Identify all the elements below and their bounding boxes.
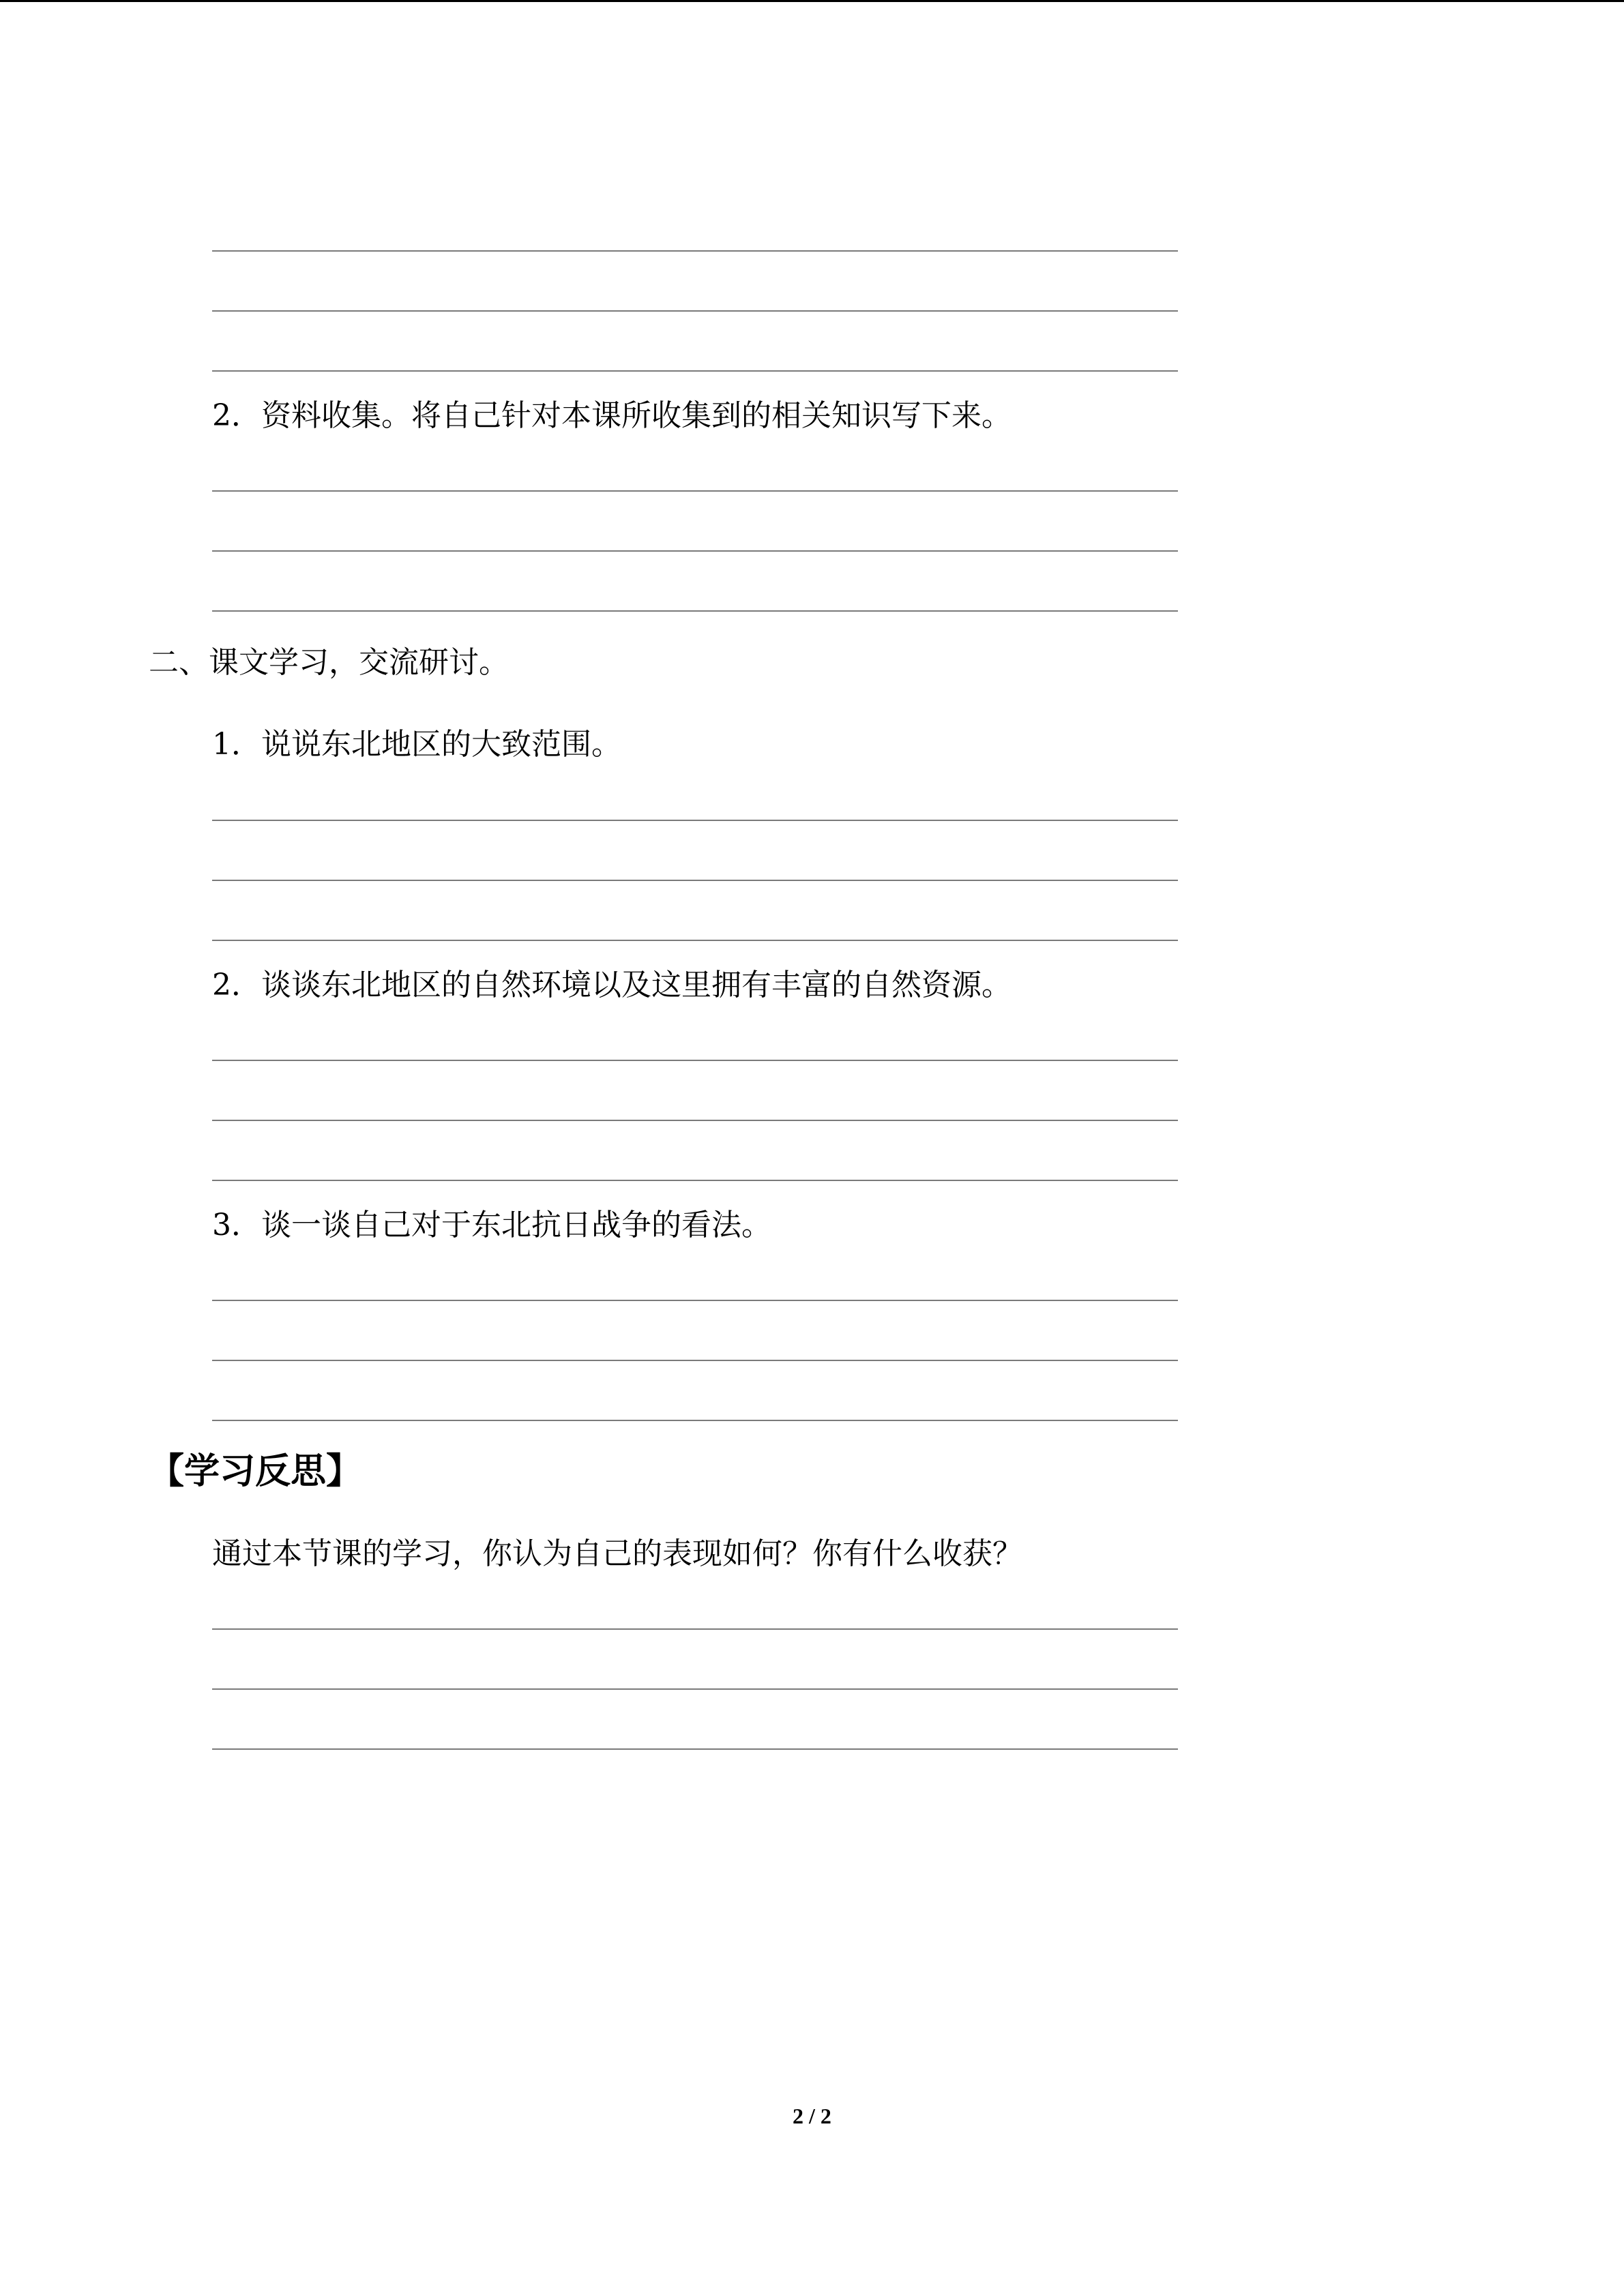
answer-line[interactable] (212, 1060, 1178, 1061)
answer-line[interactable] (212, 1688, 1178, 1690)
answer-line[interactable] (212, 550, 1178, 552)
question-northeast-range: 1．说说东北地区的大致范围。 (212, 727, 621, 762)
section-title-text-study: 二、课文学习，交流研讨。 (149, 645, 509, 680)
answer-line[interactable] (212, 610, 1178, 612)
answer-line[interactable] (212, 1360, 1178, 1361)
page-number: 2 / 2 (793, 2104, 831, 2128)
page-top-border (0, 0, 1624, 2)
answer-line[interactable] (212, 1300, 1178, 1301)
answer-line[interactable] (212, 880, 1178, 881)
answer-line[interactable] (212, 940, 1178, 941)
answer-line[interactable] (212, 490, 1178, 492)
answer-line[interactable] (212, 250, 1178, 252)
answer-line[interactable] (212, 1420, 1178, 1421)
answer-line[interactable] (212, 370, 1178, 372)
answer-line[interactable] (212, 310, 1178, 312)
answer-line[interactable] (212, 1180, 1178, 1181)
question-anti-japanese-war: 3．谈一谈自己对于东北抗日战争的看法。 (212, 1208, 771, 1242)
answer-line[interactable] (212, 1120, 1178, 1121)
reflection-heading: 【学习反思】 (149, 1451, 362, 1492)
answer-line[interactable] (212, 820, 1178, 821)
reflection-prompt: 通过本节课的学习，你认为自己的表现如何？你有什么收获？ (212, 1536, 1022, 1571)
question-natural-environment: 2．谈谈东北地区的自然环境以及这里拥有丰富的自然资源。 (212, 968, 1012, 1002)
answer-line[interactable] (212, 1628, 1178, 1630)
question-material-collection: 2．资料收集。将自己针对本课所收集到的相关知识写下来。 (212, 398, 1012, 433)
answer-line[interactable] (212, 1748, 1178, 1750)
